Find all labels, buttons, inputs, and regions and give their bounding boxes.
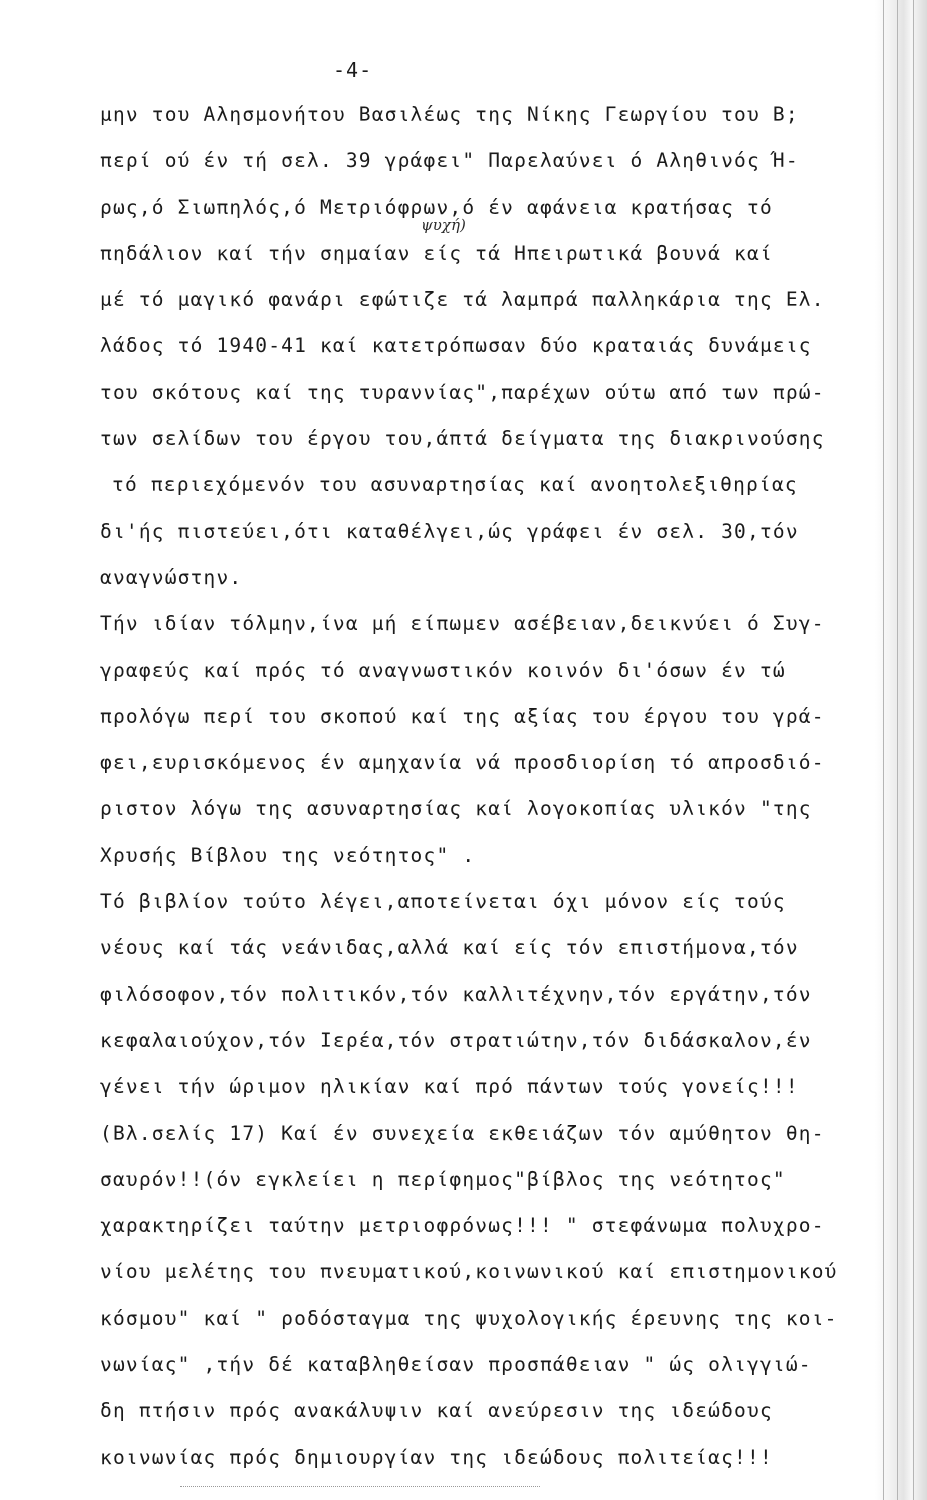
text-line: Χρυσής Βίβλου της νεότητος" . (100, 843, 476, 867)
text-line: φιλόσοφον,τόν πολιτικόν,τόν καλλιτέχνην,τόν εργάτην,τόν (100, 982, 812, 1006)
text-line: κεφαλαιούχον,τόν Ιερέα,τόν στρατιώτην,τόν διδάσκαλον,έν (100, 1028, 812, 1052)
text-line: πηδάλιον καί τήν σημαίαν είς τά Ηπειρωτικά βουνά καί (100, 241, 773, 265)
text-line: (Βλ.σελίς 17) Καί έν συνεχεία εκθειάζων τόν αμύθητον θη- (100, 1121, 825, 1145)
text-line: δη πτήσιν πρός ανακάλυψιν καί ανεύρεσιν της ιδεώδους (100, 1399, 773, 1423)
handwritten-note: ψυχή) (421, 216, 466, 234)
typed-body-text (100, 92, 860, 1481)
text-line: φει,ευρισκόμενος έν αμηχανία νά προσδιορίση τό απροσδιό- (100, 751, 825, 775)
text-line: των σελίδων του έργου του,άπτά δείγματα της διακρινούσης (100, 427, 825, 451)
text-line: νίου μελέτης του πνευματικού,κοινωνικού καί επιστημονικού (100, 1260, 838, 1284)
page-bottom-edge (180, 1486, 540, 1497)
text-line: του σκότους καί της τυραννίας",παρέχων ούτω από των πρώ- (100, 380, 825, 404)
text-line: κόσμου" καί " ροδόσταγμα της ψυχολογικής έρευνης της κοι- (100, 1306, 838, 1330)
text-line: ρως,ό Σιωπηλός,ό Μετριόφρων,ό έν αφάνεια κρατήσας τό (100, 195, 773, 219)
text-line: τό περιεχόμενόν του ασυναρτησίας καί ανοητολεξιθηρίας (112, 473, 798, 497)
text-line: ριστον λόγω της ασυναρτησίας καί λογοκοπίας υλικόν "της (100, 797, 812, 821)
text-line: γραφεύς καί πρός τό αναγνωστικόν κοινόν δι'όσων έν τώ (100, 658, 786, 682)
text-line: κοινωνίας πρός δημιουργίαν της ιδεώδους πολιτείας!!! (100, 1445, 773, 1469)
text-line: νωνίας" ,τήν δέ καταβληθείσαν προσπάθειαν " ώς ολιγγιώ- (100, 1353, 812, 1377)
text-line: μέ τό μαγικό φανάρι εφώτιζε τά λαμπρά παλληκάρια της Ελ. (100, 288, 825, 312)
text-line: λάδος τό 1940-41 καί κατετρόπωσαν δύο κραταιάς δυνάμεις (100, 334, 812, 358)
page-number: -4- (333, 58, 373, 82)
text-line: προλόγω περί του σκοπού καί της αξίας του έργου του γρά- (100, 704, 825, 728)
text-line: Τό βιβλίον τούτο λέγει,αποτείνεται όχι μόνον είς τούς (100, 890, 786, 914)
text-line: νέους καί τάς νεάνιδας,αλλά καί είς τόν επιστήμονα,τόν (100, 936, 799, 960)
binding-edge (875, 0, 927, 1500)
text-line: σαυρόν!!(όν εγκλείει η περίφημος"βίβλος της νεότητος" (100, 1167, 786, 1191)
text-line: χαρακτηρίζει ταύτην μετριοφρόνως!!! " στεφάνωμα πολυχρο- (100, 1214, 825, 1238)
text-line: μην του Αλησμονήτου Βασιλέως της Νίκης Γεωργίου του Β; (100, 103, 799, 126)
text-line: γένει τήν ώριμον ηλικίαν καί πρό πάντων τούς γονείς!!! (100, 1075, 799, 1099)
text-line: περί ού έν τή σελ. 39 γράφει" Παρελαύνει ό Αληθινός Ή- (100, 149, 799, 173)
text-line: Τήν ιδίαν τόλμην,ίνα μή είπωμεν ασέβειαν,δεικνύει ό Συγ- (100, 612, 825, 636)
text-line: αναγνώστην. (100, 565, 243, 589)
text-line: δι'ής πιστεύει,ότι καταθέλγει,ώς γράφει έν σελ. 30,τόν (100, 519, 799, 543)
